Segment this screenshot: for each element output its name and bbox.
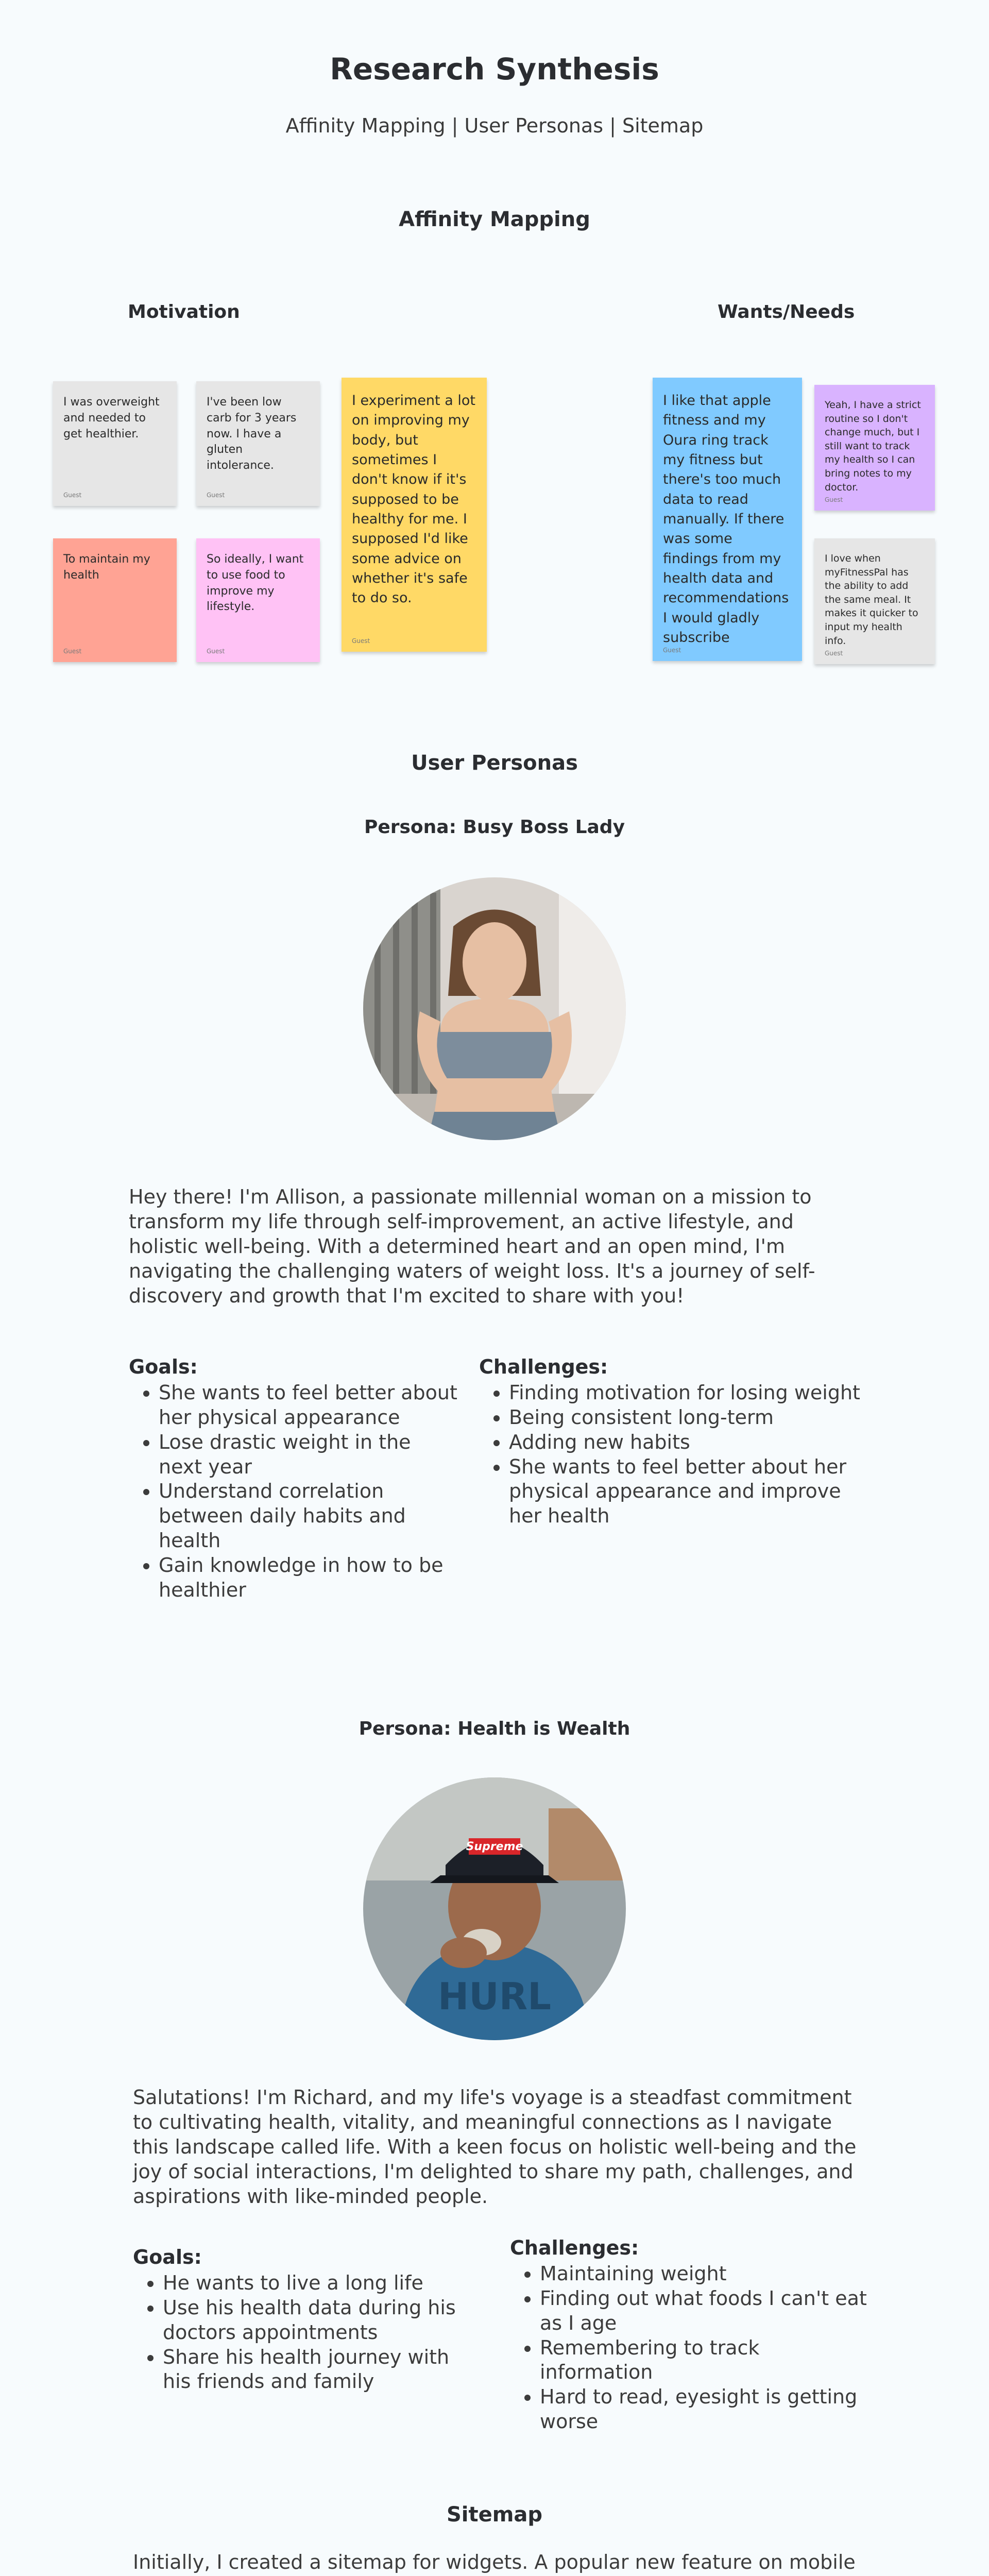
sticky-note-text: I experiment a lot on improving my body, but sometimes I don't know if it's supposed to be healthy for me. I supposed I'd like some advice on whether it's safe to do so.: [352, 393, 475, 606]
sticky-note-text: I like that apple fitness and my Oura ring track my fitness but there's too much data to read manually. If there was some findings from my health data and recommendations I would gladly subscribe: [663, 393, 789, 646]
persona-2-bio: Salutations! I'm Richard, and my life's voyage is a steadfast commitment to cultivating health, vitality, and meaningful connections as I navigate this landscape called life. With a keen focus on holistic well-being and the joy of social interactions, I'm delighted to share my path, challenges, and aspirations with like-minded people.: [133, 2086, 857, 2208]
persona-1-challenge-item: • She wants to feel better about her physical appearance and improve her health: [509, 1455, 876, 1529]
persona-2-challenge-item: • Finding out what foods I can't eat as I age: [540, 2286, 876, 2336]
sticky-note-text: Yeah, I have a strict routine so I don't change much, but I still want to track my health so I can bring notes to my doctor.: [825, 399, 921, 493]
sticky-note-author: Guest: [63, 492, 82, 499]
persona-1-challenge-item: • Finding motivation for losing weight: [509, 1381, 876, 1405]
persona-2-shirt-text: HURL: [437, 1975, 552, 2018]
persona-1-goal-item: • Lose drastic weight in the next year: [159, 1430, 458, 1480]
persona-2-challenges-label: Challenges:: [510, 2236, 639, 2259]
persona-2-goal-item: • Use his health data during his doctors appointments: [163, 2296, 478, 2345]
persona-2-challenge-item: • Hard to read, eyesight is getting worse: [540, 2385, 876, 2434]
sticky-note-author: Guest: [207, 492, 225, 499]
sticky-note[interactable]: [814, 385, 935, 511]
persona-1-goals: [129, 1355, 458, 1603]
persona-2-goal-item: • He wants to live a long life: [163, 2271, 478, 2296]
persona-2-cap-text: Supreme: [466, 1840, 523, 1853]
sticky-note-author: Guest: [352, 637, 370, 645]
sticky-note-author: Guest: [825, 650, 843, 657]
sitemap-title: Sitemap: [446, 2503, 543, 2527]
persona-1-challenge-item: • Adding new habits: [509, 1430, 876, 1455]
sticky-note[interactable]: [342, 378, 487, 652]
persona-2-goals-label: Goals:: [133, 2246, 202, 2268]
sticky-note[interactable]: [53, 538, 177, 662]
sticky-note-text: So ideally, I want to use food to improve my lifestyle.: [207, 553, 304, 614]
sticky-note-author: Guest: [63, 648, 82, 655]
sticky-note-text: I love when myFitnessPal has the ability to add the same meal. It makes it quicker to input my health info.: [825, 553, 918, 647]
user-personas-title: User Personas: [411, 751, 578, 775]
sitemap-intro: Initially, I created a sitemap for widgets. A popular new feature on mobile: [133, 2551, 856, 2573]
persona-1-photo: [363, 877, 626, 1140]
sticky-note-text: I've been low carb for 3 years now. I have a gluten intolerance.: [207, 396, 297, 472]
persona-2-challenge-item: • Remembering to track information: [540, 2336, 876, 2385]
persona-1-goal-item: • Gain knowledge in how to be healthier: [159, 1553, 458, 1603]
affinity-mapping-title: Affinity Mapping: [399, 208, 590, 231]
sticky-note[interactable]: [196, 538, 320, 662]
page-subtitle: Affinity Mapping | User Personas | Sitemap: [285, 114, 704, 137]
persona-1-challenges: [479, 1355, 876, 1529]
persona-1-challenge-item: • Being consistent long-term: [509, 1405, 876, 1430]
sticky-note-author: Guest: [207, 648, 225, 655]
sticky-note[interactable]: [653, 378, 802, 661]
persona-2-challenge-item: • Maintaining weight: [540, 2262, 876, 2286]
persona-2-title: Persona: Health is Wealth: [359, 1718, 630, 1739]
page-title: Research Synthesis: [330, 52, 659, 87]
persona-1-bio: Hey there! I'm Allison, a passionate millennial woman on a mission to transform my life through self-improvement, an active lifestyle, and holistic well-being. With a determined heart and an open mind, I'm navigating the challenging waters of weight loss. It's a journey of self-discovery and growth that I'm excited to share with you!: [129, 1185, 815, 1307]
persona-1-title: Persona: Busy Boss Lady: [364, 817, 625, 838]
group-title-motivation: Motivation: [128, 301, 240, 323]
persona-2-challenges: [510, 2236, 876, 2434]
sticky-note-author: Guest: [825, 496, 843, 504]
sticky-note-text: To maintain my health: [63, 553, 150, 582]
sticky-note[interactable]: [53, 381, 177, 506]
sticky-note-text: I was overweight and needed to get healthier.: [63, 396, 160, 440]
persona-1-goal-item: • Understand correlation between daily habits and health: [159, 1479, 458, 1553]
persona-2-photo: [363, 1777, 626, 2040]
group-title-wants-needs: Wants/Needs: [718, 301, 855, 323]
persona-1-goals-label: Goals:: [129, 1355, 198, 1378]
sticky-note[interactable]: [814, 538, 935, 664]
persona-2-goals: [133, 2245, 478, 2394]
persona-1-challenges-label: Challenges:: [479, 1355, 608, 1378]
persona-2-goal-item: • Share his health journey with his friends and family: [163, 2345, 478, 2395]
persona-1-goal-item: • She wants to feel better about her physical appearance: [159, 1381, 458, 1430]
sticky-note-author: Guest: [663, 646, 681, 654]
sticky-note[interactable]: [196, 381, 320, 506]
